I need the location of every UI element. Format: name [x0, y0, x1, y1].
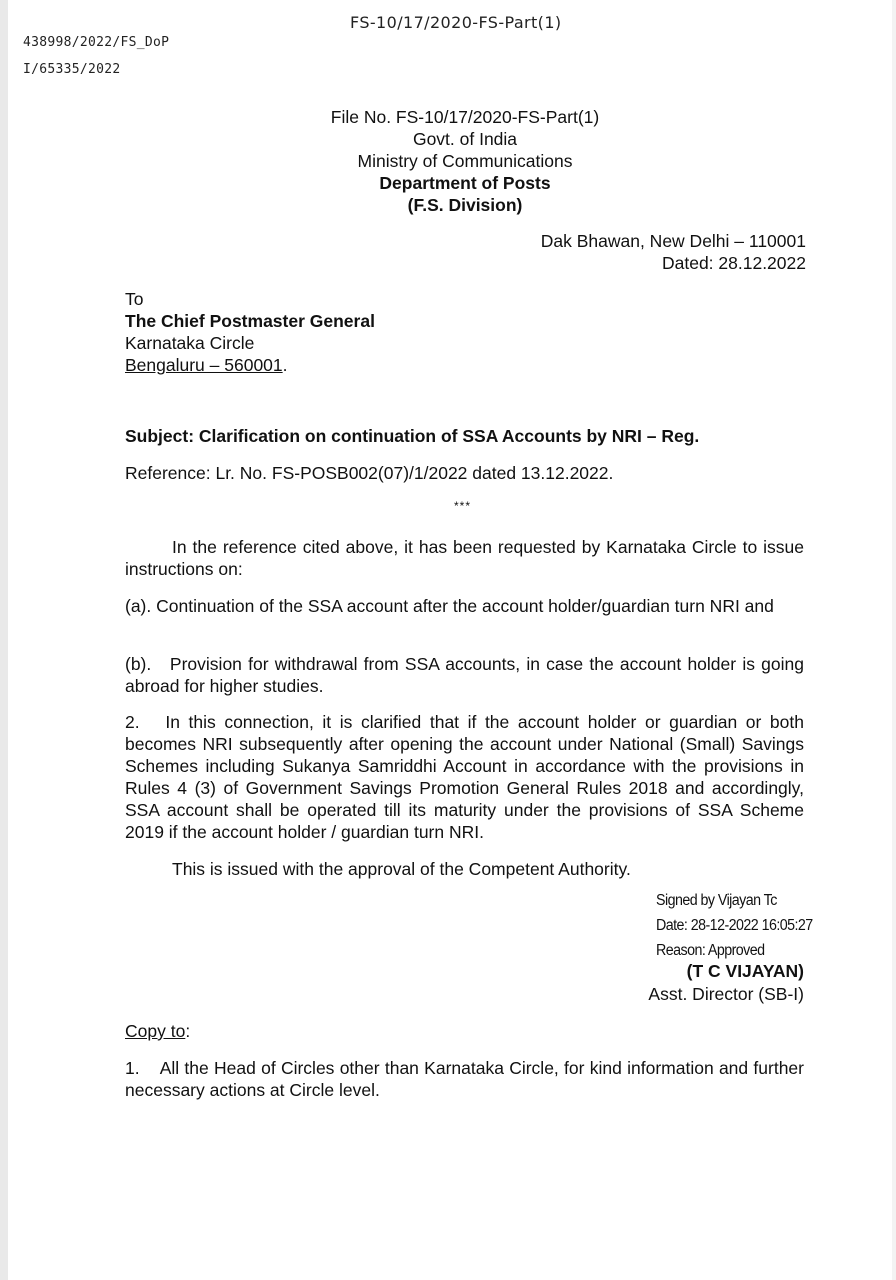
- item-b: (b). Provision for withdrawal from SSA accounts, in case the account holder is going abroad for higher studies.: [125, 654, 809, 696]
- paragraph-2: 2. In this connection, it is clarified that if the account holder or guardian or both becomes NRI subsequently after opening the account under National (Small) Savings Schemes including Sukanya Samriddhi Account in accordance with the provisions in Rules 4 (3) of Government Savings Promotion General Rules 2018 and accordingly, SSA account shall be operated till its maturity under the provisions of SSA Scheme 2019 if the account holder / guardian turn NRI.: [125, 712, 809, 842]
- signed-by: Signed by Vijayan Tc: [656, 892, 777, 909]
- signature-reason: Reason: Approved: [656, 942, 765, 959]
- govt-of-india: Govt. of India: [412, 129, 518, 149]
- to-label: To: [125, 289, 144, 309]
- file-stamp-top: FS-10/17/2020-FS-Part(1): [350, 13, 562, 32]
- division: (F.S. Division): [407, 195, 523, 215]
- copy-to-heading: Copy to: [125, 1021, 186, 1041]
- approval-line: This is issued with the approval of the Competent Authority.: [172, 859, 631, 879]
- page-left-edge: [0, 0, 8, 1280]
- ministry: Ministry of Communications: [357, 151, 573, 171]
- addressee-block: [125, 288, 375, 376]
- department: Department of Posts: [379, 173, 551, 193]
- signer-name: (T C VIJAYAN): [686, 961, 804, 981]
- place: Dak Bhawan, New Delhi – 110001: [540, 231, 806, 251]
- letterhead: [300, 106, 630, 216]
- copy-to-item-1: 1. All the Head of Circles other than Karnataka Circle, for kind information and further necessary actions at Circle level.: [125, 1058, 809, 1100]
- subject: Subject: Clarification on continuation of SSA Accounts by NRI – Reg.: [125, 426, 700, 446]
- file-number: File No. FS-10/17/2020-FS-Part(1): [330, 107, 600, 127]
- signature-date: Date: 28-12-2022 16:05:27: [656, 917, 813, 934]
- place-date-block: [541, 230, 806, 274]
- intro-paragraph: In the reference cited above, it has been requested by Karnataka Circle to issue instructions on:: [125, 537, 804, 579]
- dated: Dated: 28.12.2022: [661, 253, 806, 273]
- addressee-city-suffix: .: [282, 355, 288, 375]
- separator: ***: [454, 499, 472, 513]
- diary-stamp-line2: I/65335/2022: [23, 62, 121, 77]
- item-a: (a). Continuation of the SSA account after the account holder/guardian turn NRI and: [125, 596, 774, 616]
- digital-signature: [656, 888, 813, 963]
- diary-stamp-line1: 438998/2022/FS_DoP: [23, 35, 170, 50]
- reference: Reference: Lr. No. FS-POSB002(07)/1/2022 dated 13.12.2022.: [125, 463, 614, 483]
- copy-to-heading-suffix: :: [185, 1021, 191, 1041]
- copy-to-heading-line: [125, 1020, 190, 1042]
- addressee-circle: Karnataka Circle: [125, 333, 255, 353]
- addressee-city-line: [125, 354, 375, 376]
- page-right-edge: [892, 0, 896, 1280]
- signer-designation: Asst. Director (SB-I): [648, 984, 804, 1004]
- addressee-name: The Chief Postmaster General: [125, 311, 375, 331]
- addressee-city: Bengaluru – 560001: [125, 355, 283, 375]
